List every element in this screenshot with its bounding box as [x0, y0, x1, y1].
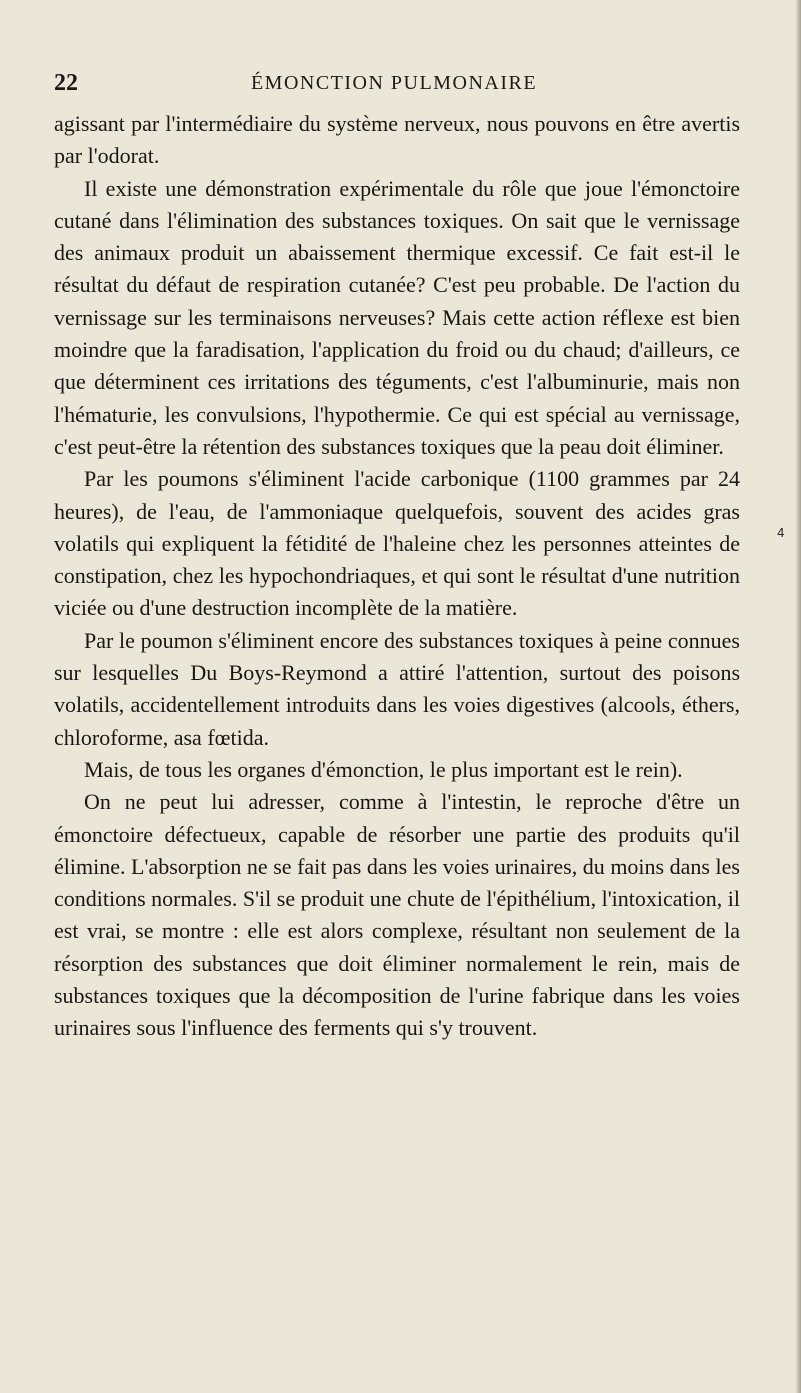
margin-mark: 4: [777, 526, 785, 540]
body-text: [54, 108, 740, 1045]
paragraph-lungs: Par les poumons s'éliminent l'acide carbonique (1100 grammes par 24 heures), de l'eau, de l'ammoniaque quelquefois, souvent des acides gras volatils qui expliquent la fétidité de l'haleine chez les personnes atteintes de constipation, chez les hypochondriaques, et qui sont le résultat d'une nutrition viciée ou d'une destruction incomplète de la matière.: [54, 466, 740, 621]
page-edge-shadow: [795, 0, 801, 1393]
paragraph-kidney-absorption: On ne peut lui adresser, comme à l'intestin, le reproche d'être un émonctoire défectueux, capable de résorber une partie des produits qu'il élimine. L'absorption ne se fait pas dans les voies urinaires, du moins dans les conditions normales. S'il se produit une chute de l'épithélium, l'intoxication, il est vrai, se montre : elle est alors complexe, résultant non seulement de la résorption des substances que doit éliminer normalement le rein, mais de substances toxiques que la décomposition de l'urine fabrique dans les voies urinaires sous l'influence des ferments qui s'y trouvent.: [54, 789, 740, 1041]
paragraph-lung-toxins: Par le poumon s'éliminent encore des substances toxiques à peine connues sur lesquelles Du Boys-Reymond a attiré l'attention, surtout des poisons volatils, accidentellement introduits dans les voies digestives (alcools, éthers, chloroforme, asa fœtida.: [54, 627, 740, 750]
paragraph-cutaneous-emunctory: Il existe une démonstration expérimentale du rôle que joue l'émonctoire cutané dans l'élimination des substances toxiques. On sait que le vernissage des animaux produit un abaissement thermique excessif. Ce fait est-il le résultat du défaut de respiration cutanée? C'est peu probable. De l'action du vernissage sur les terminaisons nerveuses? Mais cette action réflexe est bien moindre que la faradisation, l'application du froid ou du chaud; d'ailleurs, ce que déterminent ces irritations des téguments, c'est l'albuminurie, mais non l'hématurie, les convulsions, l'hypothermie. Ce qui est spécial au vernissage, c'est peut-être la rétention des substances toxiques que la peau doit éliminer.: [54, 175, 740, 459]
paragraph-continuation: agissant par l'intermédiaire du système nerveux, nous pouvons en être avertis par l'odorat.: [54, 111, 740, 169]
running-title: ÉMONCTION PULMONAIRE: [250, 72, 538, 94]
page-number: 22: [54, 70, 78, 96]
page-header: [54, 70, 734, 98]
paragraph-kidney: Mais, de tous les organes d'émonction, le plus important est le rein).: [84, 756, 683, 782]
